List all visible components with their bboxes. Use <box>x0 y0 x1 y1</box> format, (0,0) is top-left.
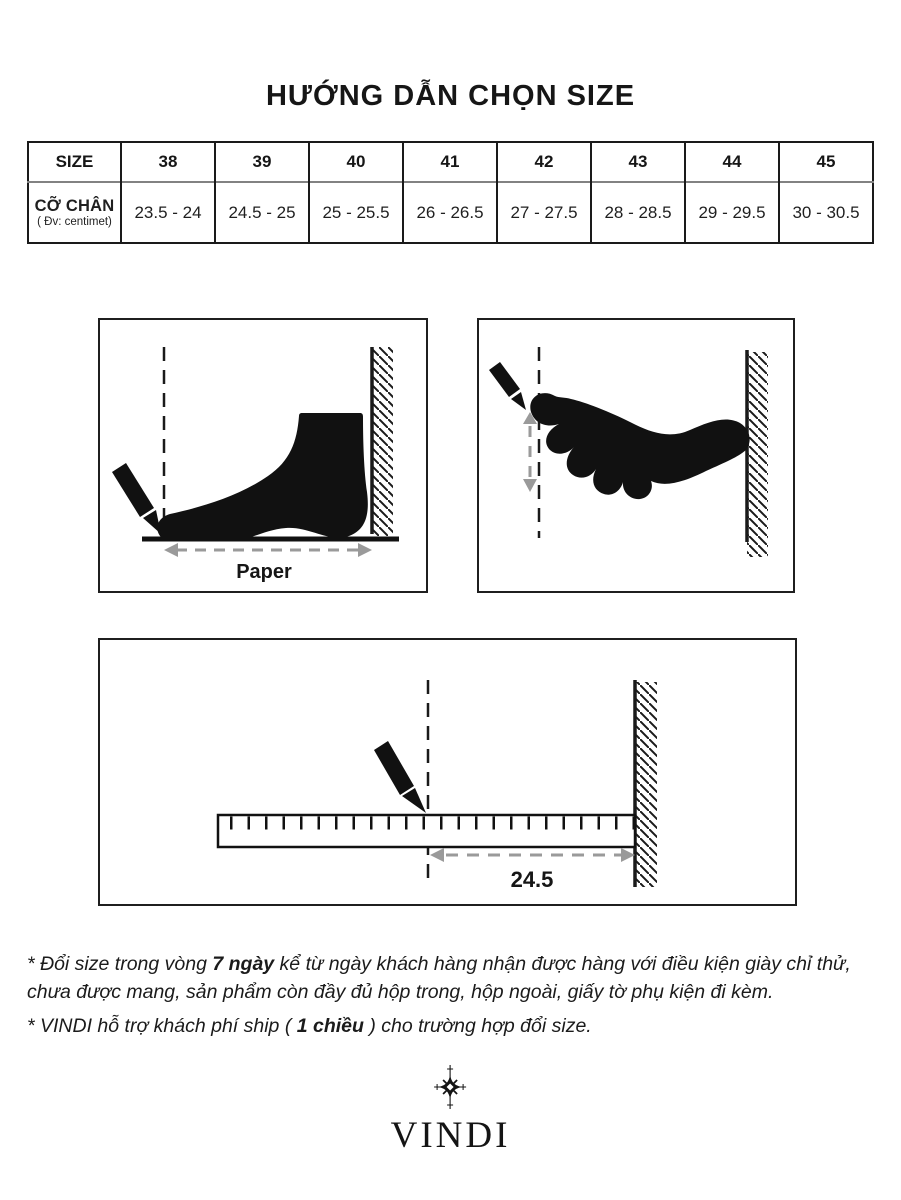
ruler <box>218 815 635 847</box>
page-title: HƯỚNG DẪN CHỌN SIZE <box>265 80 636 112</box>
pencil-icon <box>489 362 526 410</box>
diagram-foot-side-view <box>98 318 428 593</box>
wall-hatch <box>635 682 657 887</box>
foot-length-row <box>28 182 873 243</box>
foot-length-cell: 25 - 25.5 <box>309 182 403 243</box>
measure-value-label: 24.5 <box>510 867 554 892</box>
note-text: kể từ ngày khách hàng nhận được hàng với điều kiện giày chỉ thử, chưa được mang, sản phẩm còn đầy đủ hộp trong, hộp ngoài, giấy tờ phụ kiện đi kèm. <box>27 953 851 1003</box>
brand-logo <box>391 1064 511 1157</box>
size-header-row <box>28 142 873 182</box>
foot-length-row-label <box>28 182 121 243</box>
size-cell: 41 <box>403 142 497 182</box>
note-text: ) cho trường hợp đổi size. <box>363 1015 592 1038</box>
foot-length-cell: 28 - 28.5 <box>591 182 685 243</box>
brand-name: VINDI <box>390 1115 511 1156</box>
note-bold-text: 7 ngày <box>212 953 275 975</box>
size-cell: 44 <box>685 142 779 182</box>
ruler-illustration <box>100 640 795 904</box>
compass-ornament-icon <box>431 1064 471 1110</box>
foot-length-cell: 29 - 29.5 <box>685 182 779 243</box>
foot-length-cell: 26 - 26.5 <box>403 182 497 243</box>
note-bold-text: 1 chiều <box>296 1015 364 1038</box>
foot-side-illustration <box>100 320 426 591</box>
note-text: * VINDI hỗ trợ khách phí ship ( <box>27 1015 297 1038</box>
note-exchange-policy <box>27 951 877 1006</box>
measure-arrow <box>430 848 635 862</box>
diagram-foot-top-view <box>477 318 795 593</box>
size-cell: 40 <box>309 142 403 182</box>
size-cell: 43 <box>591 142 685 182</box>
wall-hatch <box>747 352 768 557</box>
paper-length-arrow <box>164 543 372 557</box>
size-cell: 39 <box>215 142 309 182</box>
paper-label: Paper <box>236 561 292 583</box>
foot-length-label: CỠ CHÂN <box>34 196 115 215</box>
pencil-icon <box>112 463 161 534</box>
wall-hatch <box>372 347 393 536</box>
foot-side-silhouette <box>157 413 368 540</box>
notes-section <box>27 951 877 1041</box>
pencil-icon <box>374 741 426 813</box>
diagram-ruler-measure <box>98 638 797 906</box>
foot-length-unit: ( Đv: centimet) <box>37 215 112 228</box>
size-cell: 38 <box>121 142 215 182</box>
size-cell: 45 <box>779 142 873 182</box>
foot-length-cell: 24.5 - 25 <box>215 182 309 243</box>
foot-length-cell: 23.5 - 24 <box>121 182 215 243</box>
foot-length-cell: 30 - 30.5 <box>779 182 873 243</box>
size-header-label: SIZE <box>55 152 94 171</box>
foot-length-cell: 27 - 27.5 <box>497 182 591 243</box>
size-cell: 42 <box>497 142 591 182</box>
note-text: * Đổi size trong vòng <box>27 953 213 975</box>
note-shipping-policy <box>27 1013 877 1041</box>
toe-mark-arrow <box>523 412 537 492</box>
footprint-silhouette <box>530 393 749 499</box>
foot-top-illustration <box>479 320 793 591</box>
size-table <box>27 141 874 244</box>
